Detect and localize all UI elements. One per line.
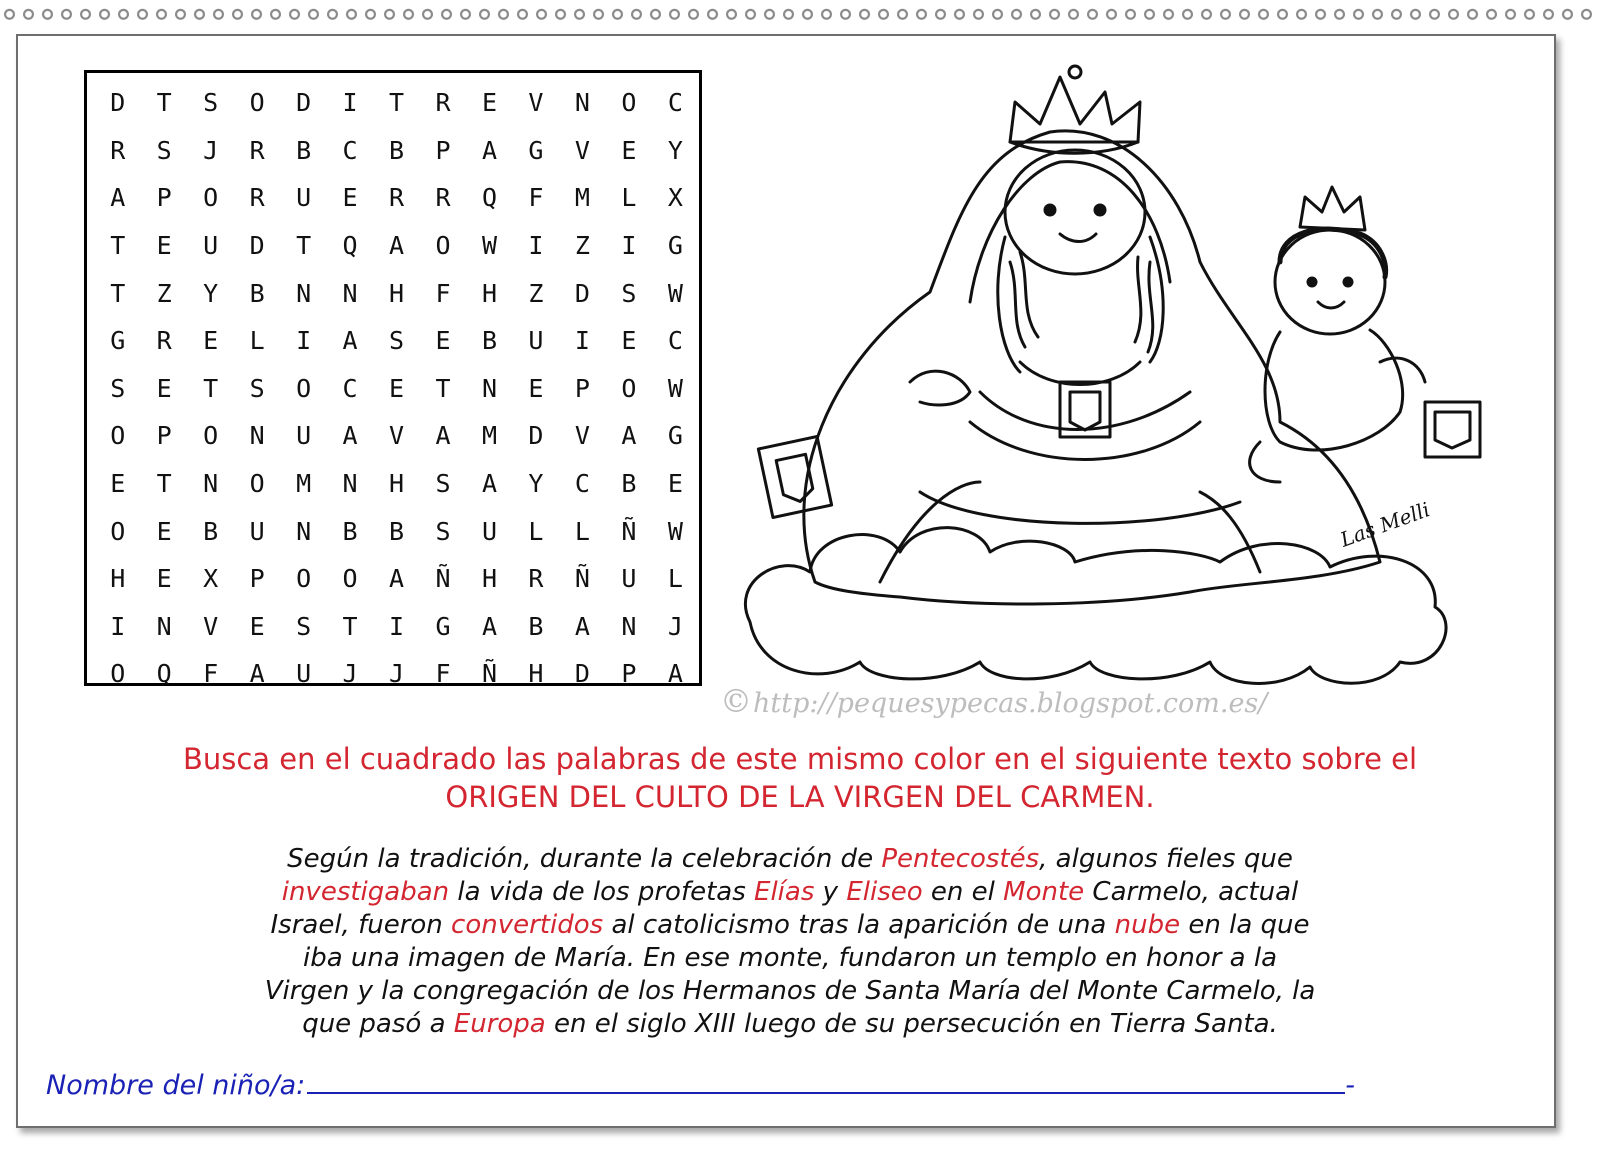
artist-signature: Las Melli [1337,497,1433,552]
name-label: Nombre del niño/a: [46,1070,306,1101]
grid-letter[interactable]: D [528,421,545,451]
grid-letter[interactable]: I [528,231,545,261]
grid-letter[interactable]: L [621,183,638,213]
grid-letter[interactable]: D [249,231,266,261]
grid-letter[interactable]: E [156,373,173,403]
grid-letter[interactable]: A [389,231,406,261]
grid-letter[interactable]: H [481,278,499,308]
grid-letter[interactable]: N [156,611,173,641]
grid-letter[interactable]: F [435,278,452,308]
grid-letter[interactable]: J [667,611,684,641]
grid-letter[interactable]: A [667,659,684,689]
grid-row [95,460,699,508]
name-field[interactable] [46,1066,1376,1101]
grid-letter[interactable]: R [435,88,452,118]
grid-letter[interactable]: Z [156,278,173,308]
grid-letter[interactable]: W [481,231,499,261]
grid-letter[interactable]: S [389,326,406,356]
grid-letter[interactable]: U [621,564,638,594]
grid-letter[interactable]: E [481,88,499,118]
grid-letter[interactable]: P [621,659,638,689]
grid-letter[interactable]: C [574,469,591,499]
grid-letter[interactable]: Y [667,135,684,165]
grid-letter[interactable]: P [249,564,266,594]
grid-letter[interactable]: F [528,183,545,213]
grid-letter[interactable]: N [249,421,266,451]
grid-row [95,317,699,365]
story-line [180,876,1400,909]
grid-letter[interactable]: E [156,516,173,546]
grid-letter[interactable]: T [389,88,406,118]
copyright-watermark [720,682,1267,720]
highlighted-word: Pentecostés [881,844,1040,874]
grid-letter[interactable]: Ñ [435,564,452,594]
grid-letter[interactable]: R [249,183,266,213]
instructions-line-2: ORIGEN DEL CULTO DE LA VIRGEN DEL CARMEN. [445,780,1155,814]
grid-letter[interactable]: H [528,659,545,689]
grid-letter[interactable]: O [249,469,266,499]
grid-letter[interactable]: M [296,469,313,499]
grid-letter[interactable]: J [203,135,220,165]
grid-letter[interactable]: Q [156,659,173,689]
grid-letter[interactable]: Q [342,231,359,261]
grid-letter[interactable]: N [342,469,359,499]
grid-letter[interactable]: U [249,516,266,546]
grid-letter[interactable]: A [481,135,499,165]
grid-letter[interactable]: E [389,373,406,403]
grid-letter[interactable]: D [296,88,313,118]
grid-letter[interactable]: O [110,421,127,451]
grid-letter[interactable]: I [296,326,313,356]
grid-letter[interactable]: A [249,659,266,689]
grid-letter[interactable]: O [249,88,266,118]
grid-letter[interactable]: T [342,611,359,641]
highlighted-word: convertidos [451,910,604,940]
story-text-segment: Carmelo, actual [1084,877,1299,907]
grid-row [95,507,699,555]
grid-letter[interactable]: H [389,278,406,308]
grid-letter[interactable]: R [528,564,545,594]
grid-row [95,412,699,460]
instructions-line-1: Busca en el cuadrado las palabras de este mismo color en el siguiente texto sobre el [182,742,1418,776]
grid-letter[interactable]: F [435,659,452,689]
grid-letter[interactable]: W [667,373,684,403]
grid-letter[interactable]: A [621,421,638,451]
story-text-segment: Israel, fueron [270,910,452,940]
grid-letter[interactable]: S [621,278,638,308]
highlighted-word: Europa [453,1009,546,1039]
grid-letter[interactable]: C [667,88,684,118]
grid-row [95,365,699,413]
grid-letter[interactable]: R [110,135,127,165]
grid-letter[interactable]: E [435,326,452,356]
grid-letter[interactable]: A [342,421,359,451]
grid-letter[interactable]: I [110,611,127,641]
grid-letter[interactable]: T [156,469,173,499]
grid-letter[interactable]: X [203,564,220,594]
grid-letter[interactable]: O [296,564,313,594]
name-line-end: - [1345,1070,1356,1101]
name-blank-line[interactable] [307,1066,1345,1094]
grid-letter[interactable]: Ñ [621,516,638,546]
grid-letter[interactable]: O [621,88,638,118]
grid-letter[interactable]: J [389,659,406,689]
grid-letter[interactable]: S [110,373,127,403]
virgin-del-carmen-illustration [720,62,1520,702]
grid-letter[interactable]: L [528,516,545,546]
story-text-segment: Según la tradición, durante la celebración de [287,844,882,874]
story-line [180,942,1400,975]
grid-letter[interactable]: H [481,564,499,594]
grid-letter[interactable]: O [110,659,127,689]
instructions [60,740,1540,816]
grid-letter[interactable]: B [342,516,359,546]
grid-row [95,650,699,698]
grid-letter[interactable]: U [296,659,313,689]
grid-letter[interactable]: G [435,611,452,641]
grid-letter[interactable]: B [389,516,406,546]
grid-row [95,222,699,270]
grid-letter[interactable]: R [249,135,266,165]
grid-letter[interactable]: I [574,326,591,356]
grid-letter[interactable]: P [435,135,452,165]
grid-letter[interactable]: D [574,659,591,689]
grid-letter[interactable]: E [110,469,127,499]
grid-letter[interactable]: G [667,231,684,261]
grid-letter[interactable]: T [203,373,220,403]
highlighted-word: Monte [1003,877,1085,907]
story-text-segment: que pasó a [302,1009,454,1039]
grid-letter[interactable]: G [667,421,684,451]
grid-letter[interactable]: Ñ [574,564,591,594]
grid-letter[interactable]: V [203,611,220,641]
grid-letter[interactable]: O [342,564,359,594]
spiral-binding [0,0,1600,26]
grid-letter[interactable]: U [203,231,220,261]
grid-letter[interactable]: R [435,183,452,213]
grid-letter[interactable]: B [481,326,499,356]
grid-letter[interactable]: T [156,88,173,118]
grid-letter[interactable]: A [342,326,359,356]
grid-letter[interactable]: T [110,231,127,261]
grid-letter[interactable]: T [435,373,452,403]
grid-letter[interactable]: U [296,183,313,213]
grid-letter[interactable]: A [481,469,499,499]
grid-letter[interactable]: N [481,373,499,403]
grid-letter[interactable]: O [110,516,127,546]
grid-letter[interactable]: V [389,421,406,451]
grid-letter[interactable]: V [528,88,545,118]
grid-letter[interactable]: L [574,516,591,546]
grid-letter[interactable]: G [110,326,127,356]
grid-letter[interactable]: W [667,516,684,546]
grid-letter[interactable]: E [667,469,684,499]
grid-letter[interactable]: I [621,231,638,261]
grid-letter[interactable]: V [574,421,591,451]
grid-letter[interactable]: O [621,373,638,403]
grid-letter[interactable]: C [342,373,359,403]
grid-letter[interactable]: N [574,88,591,118]
grid-letter[interactable]: A [110,183,127,213]
grid-letter[interactable]: S [156,135,173,165]
grid-letter[interactable]: H [389,469,406,499]
grid-letter[interactable]: T [296,231,313,261]
grid-letter[interactable]: E [156,231,173,261]
story-text-segment: la vida de los profetas [449,877,755,907]
grid-letter[interactable]: Q [481,183,499,213]
copyright-symbol: © [720,682,752,720]
grid-letter[interactable]: E [621,135,638,165]
grid-letter[interactable]: Ñ [481,659,499,689]
story-text [180,843,1400,1041]
grid-letter[interactable]: P [156,421,173,451]
story-line [180,909,1400,942]
story-text-segment: , algunos fieles que [1039,844,1293,874]
grid-letter[interactable]: P [156,183,173,213]
grid-letter[interactable]: H [110,564,127,594]
story-text-segment: en la que [1180,910,1310,940]
grid-letter[interactable]: L [249,326,266,356]
grid-letter[interactable]: S [203,88,220,118]
grid-letter[interactable]: A [435,421,452,451]
grid-letter[interactable]: S [249,373,266,403]
grid-letter[interactable]: E [342,183,359,213]
grid-letter[interactable]: A [389,564,406,594]
grid-letter[interactable]: B [296,135,313,165]
grid-letter[interactable]: X [667,183,684,213]
grid-letter[interactable]: N [342,278,359,308]
grid-letter[interactable]: U [481,516,499,546]
grid-letter[interactable]: S [435,469,452,499]
word-search-grid [84,70,702,689]
grid-letter[interactable]: U [296,421,313,451]
grid-letter[interactable]: Z [528,278,545,308]
grid-letter[interactable]: R [156,326,173,356]
grid-letter[interactable]: S [296,611,313,641]
blog-url: http://pequesypecas.blogspot.com.es/ [753,688,1268,719]
grid-letter[interactable]: U [528,326,545,356]
grid-row [95,174,699,222]
grid-letter[interactable]: P [574,373,591,403]
grid-letter[interactable]: E [203,326,220,356]
story-text-segment: en el siglo XIII luego de su persecución en Tierra Santa. [545,1009,1278,1039]
grid-letter[interactable]: B [621,469,638,499]
story-text-segment: al catolicismo tras la aparición de una [603,910,1115,940]
story-text-segment: y [814,877,847,907]
story-text-segment: en el [922,877,1004,907]
grid-letter[interactable]: E [621,326,638,356]
grid-letter[interactable]: D [110,88,127,118]
highlighted-word: investigaban [281,877,450,907]
story-text-segment: Virgen y la congregación de los Hermanos de Santa María del Monte Carmelo, la [264,976,1316,1006]
grid-letter[interactable]: B [203,516,220,546]
grid-letter[interactable]: A [574,611,591,641]
grid-letter[interactable]: E [156,564,173,594]
grid-letter[interactable]: V [574,135,591,165]
grid-letter[interactable]: J [342,659,359,689]
grid-letter[interactable]: O [435,231,452,261]
grid-letter[interactable]: M [481,421,499,451]
highlighted-word: Elías [754,877,815,907]
grid-row [95,555,699,603]
grid-letter[interactable]: O [203,183,220,213]
grid-letter[interactable]: F [203,659,220,689]
grid-letter[interactable]: Z [574,231,591,261]
grid-letter[interactable]: B [249,278,266,308]
grid-letter[interactable]: M [574,183,591,213]
grid-row [95,269,699,317]
story-text-segment: iba una imagen de María. En ese monte, fundaron un templo en honor a la [302,943,1278,973]
story-line [180,1008,1400,1041]
grid-letter[interactable]: C [667,326,684,356]
story-line [180,975,1400,1008]
grid-letter[interactable]: N [621,611,638,641]
highlighted-word: Eliseo [846,877,923,907]
grid-row [95,603,699,651]
grid-letter[interactable]: B [389,135,406,165]
grid-row [95,79,699,127]
grid-letter[interactable]: T [110,278,127,308]
grid-letter[interactable]: A [481,611,499,641]
grid-letter[interactable]: E [528,373,545,403]
story-line [180,843,1400,876]
grid-letter[interactable]: Y [203,278,220,308]
grid-letter[interactable]: S [435,516,452,546]
grid-letter[interactable]: C [342,135,359,165]
grid-row [95,127,699,175]
grid-letter[interactable]: Y [528,469,545,499]
grid-letter[interactable]: I [342,88,359,118]
highlighted-word: nube [1114,910,1181,940]
grid-letter[interactable]: N [203,469,220,499]
grid-letter[interactable]: D [574,278,591,308]
grid-letter[interactable]: G [528,135,545,165]
grid-letter[interactable]: O [296,373,313,403]
grid-letter[interactable]: N [296,516,313,546]
grid-letter[interactable]: B [528,611,545,641]
grid-letter[interactable]: I [389,611,406,641]
grid-letter[interactable]: N [296,278,313,308]
grid-letter[interactable]: W [667,278,684,308]
grid-letter[interactable]: E [249,611,266,641]
grid-letter[interactable]: L [667,564,684,594]
grid-letter[interactable]: O [203,421,220,451]
grid-letter[interactable]: R [389,183,406,213]
